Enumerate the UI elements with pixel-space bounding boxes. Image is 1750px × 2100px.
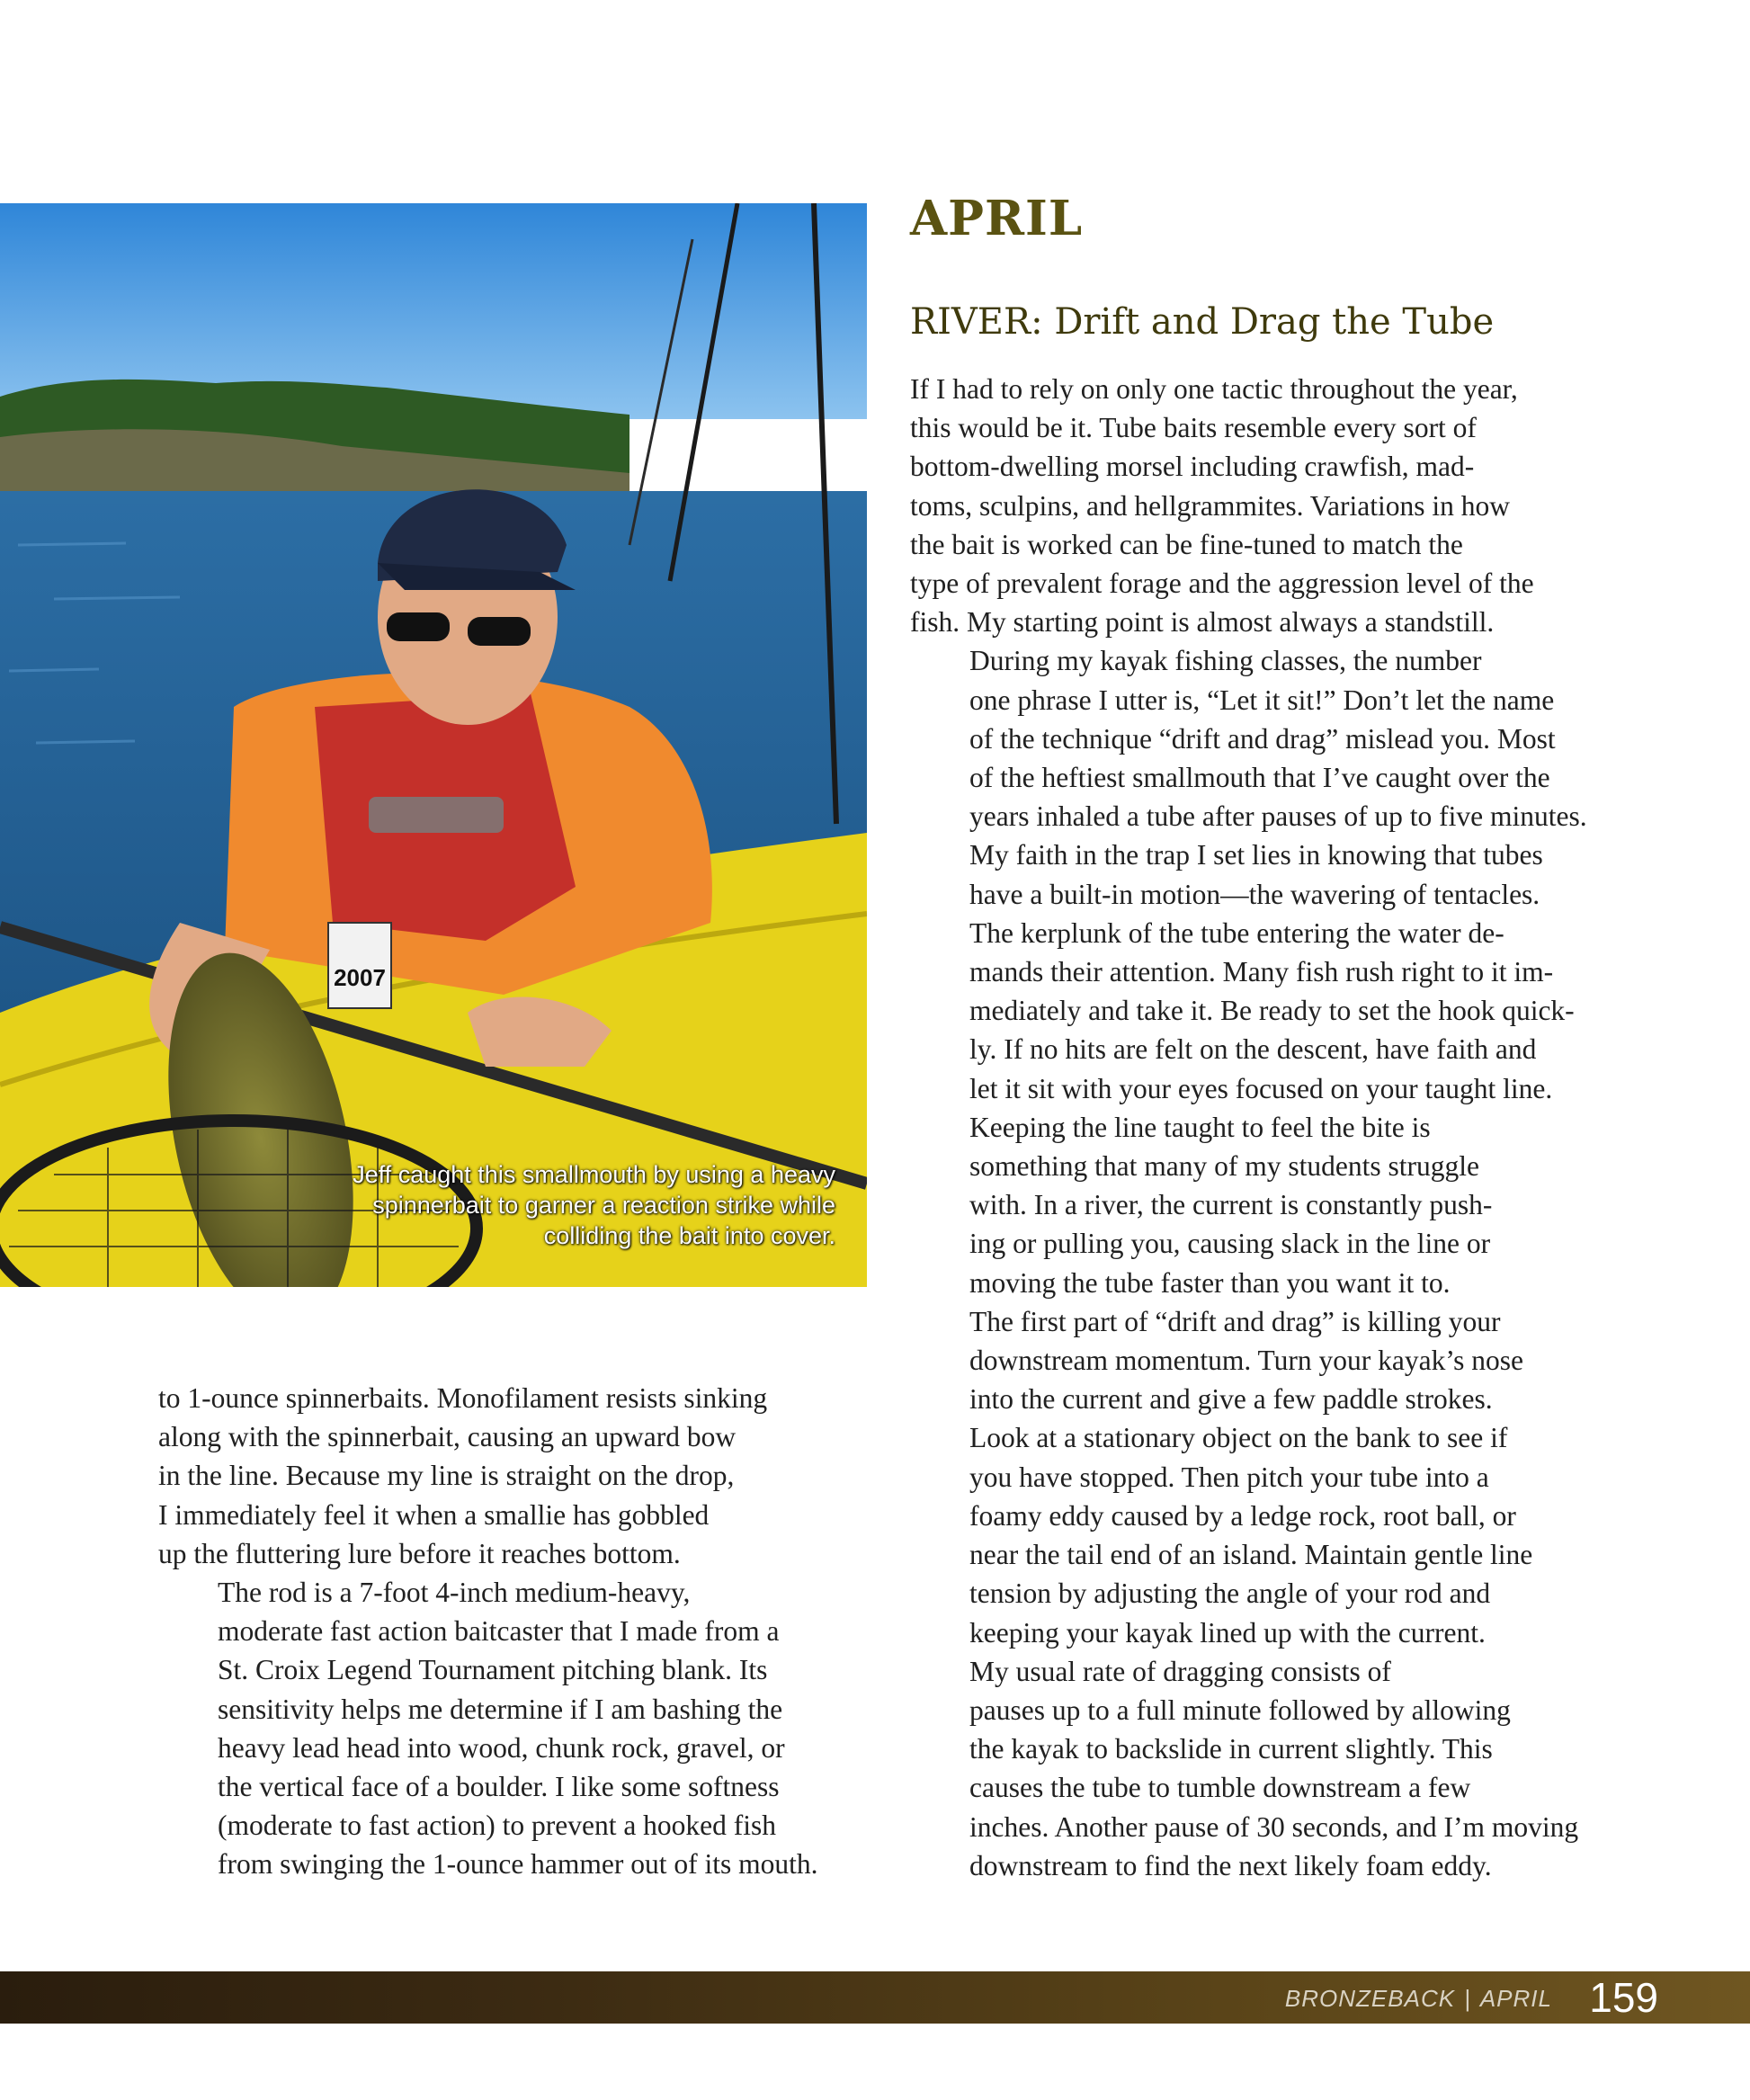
text-line: moderate fast action baitcaster that I made from a bbox=[218, 1615, 780, 1648]
text-line: My faith in the trap I set lies in knowing that tubes bbox=[969, 839, 1543, 871]
text-line: of the heftiest smallmouth that I’ve caught over the bbox=[969, 762, 1550, 794]
text-line: this would be it. Tube baits resemble every sort of bbox=[910, 412, 1477, 444]
text-line: The kerplunk of the tube entering the water de- bbox=[969, 916, 1504, 949]
caption-line: Jeff caught this smallmouth by using a heavy bbox=[353, 1161, 835, 1188]
text-line: mands their attention. Many fish rush right to it im- bbox=[969, 956, 1554, 988]
text-line: foamy eddy caused by a ledge rock, root ball, or bbox=[969, 1499, 1516, 1532]
book-title: BRONZEBACK bbox=[1284, 1985, 1456, 2012]
text-line: near the tail end of an island. Maintain gentle line bbox=[969, 1539, 1533, 1571]
text-line: something that many of my students struggle bbox=[969, 1150, 1479, 1183]
text-line: you have stopped. Then pitch your tube into a bbox=[969, 1461, 1489, 1493]
text-line: of the technique “drift and drag” mislead you. Most bbox=[969, 722, 1556, 755]
paragraph bbox=[910, 370, 1638, 641]
right-text-column bbox=[910, 370, 1638, 1885]
paragraph bbox=[910, 914, 1638, 1108]
text-line: My usual rate of dragging consists of bbox=[969, 1655, 1391, 1687]
left-text-column bbox=[158, 1379, 878, 1884]
photo-caption bbox=[188, 1159, 835, 1251]
text-line: Look at a stationary object on the bank to see if bbox=[969, 1422, 1508, 1454]
text-line: ly. If no hits are felt on the descent, have faith and bbox=[969, 1033, 1537, 1066]
text-line: with. In a river, the current is constantly push- bbox=[969, 1189, 1493, 1221]
text-line: Keeping the line taught to feel the bite is bbox=[969, 1111, 1431, 1143]
text-line: pauses up to a full minute followed by allowing bbox=[969, 1693, 1511, 1726]
text-line: in the line. Because my line is straight on the drop, bbox=[158, 1460, 735, 1492]
text-line: to 1-ounce spinnerbaits. Monofilament resists sinking bbox=[158, 1382, 768, 1414]
text-line: The first part of “drift and drag” is killing your bbox=[969, 1305, 1501, 1337]
text-line: If I had to rely on only one tactic throughout the year, bbox=[910, 373, 1518, 405]
page-number: 159 bbox=[1589, 1974, 1658, 2021]
text-line: causes the tube to tumble downstream a few bbox=[969, 1772, 1471, 1804]
text-line: ing or pulling you, causing slack in the line or bbox=[969, 1228, 1491, 1260]
paragraph bbox=[158, 1573, 878, 1884]
text-line: keeping your kayak lined up with the current. bbox=[969, 1616, 1486, 1649]
caption-line: colliding the bait into cover. bbox=[543, 1222, 835, 1249]
text-line: type of prevalent forage and the aggression level of the bbox=[910, 567, 1534, 600]
paragraph bbox=[910, 1108, 1638, 1302]
text-line: I immediately feel it when a smallie has gobbled bbox=[158, 1498, 710, 1531]
text-line: into the current and give a few paddle strokes. bbox=[969, 1383, 1493, 1416]
text-line: years inhaled a tube after pauses of up to five minutes. bbox=[969, 800, 1587, 833]
month-heading: APRIL bbox=[910, 191, 1084, 246]
text-line: sensitivity helps me determine if I am bashing the bbox=[218, 1693, 783, 1725]
paragraph bbox=[158, 1379, 878, 1573]
article-photo bbox=[0, 203, 867, 1287]
text-line: mediately and take it. Be ready to set the hook quick- bbox=[969, 995, 1575, 1027]
footer-separator: | bbox=[1464, 1985, 1471, 2012]
text-line: let it sit with your eyes focused on your taught line. bbox=[969, 1072, 1553, 1104]
chapter-title: APRIL bbox=[1479, 1985, 1552, 2012]
caption-line: spinnerbait to garner a reaction strike while bbox=[372, 1192, 835, 1219]
paragraph bbox=[910, 641, 1638, 913]
text-line: along with the spinnerbait, causing an upward bow bbox=[158, 1421, 737, 1453]
text-line: inches. Another pause of 30 seconds, and I’m moving bbox=[969, 1810, 1579, 1843]
paragraph bbox=[910, 1652, 1638, 1885]
text-line: fish. My starting point is almost always a standstill. bbox=[910, 606, 1495, 639]
text-line: downstream to find the next likely foam eddy. bbox=[969, 1849, 1492, 1881]
race-tag-number: 2007 bbox=[334, 964, 386, 991]
text-line: from swinging the 1-ounce hammer out of its mouth. bbox=[218, 1848, 818, 1881]
text-line: one phrase I utter is, “Let it sit!” Don’t let the name bbox=[969, 684, 1555, 716]
text-line: heavy lead head into wood, chunk rock, gravel, or bbox=[218, 1731, 785, 1764]
text-line: The rod is a 7-foot 4-inch medium-heavy, bbox=[218, 1577, 691, 1609]
text-line: St. Croix Legend Tournament pitching blank. Its bbox=[218, 1654, 768, 1686]
text-line: downstream momentum. Turn your kayak’s nose bbox=[969, 1345, 1523, 1377]
text-line: bottom-dwelling morsel including crawfish, mad- bbox=[910, 451, 1475, 483]
text-line: the bait is worked can be fine-tuned to match the bbox=[910, 528, 1463, 560]
text-line: toms, sculpins, and hellgrammites. Variations in how bbox=[910, 489, 1510, 522]
text-line: the kayak to backslide in current slightly. This bbox=[969, 1733, 1493, 1765]
text-line: up the fluttering lure before it reaches bottom. bbox=[158, 1537, 681, 1569]
text-line: moving the tube faster than you want it to. bbox=[969, 1266, 1451, 1299]
text-line: (moderate to fast action) to prevent a hooked fish bbox=[218, 1810, 777, 1842]
paragraph bbox=[910, 1302, 1638, 1652]
running-footer bbox=[1285, 1979, 1552, 2018]
text-line: During my kayak fishing classes, the number bbox=[969, 645, 1482, 677]
text-line: have a built-in motion—the wavering of tentacles. bbox=[969, 878, 1540, 910]
photo-illustration bbox=[0, 203, 867, 1287]
text-line: tension by adjusting the angle of your rod and bbox=[969, 1577, 1491, 1610]
section-heading: RIVER: Drift and Drag the Tube bbox=[910, 301, 1495, 343]
text-line: the vertical face of a boulder. I like some softness bbox=[218, 1771, 780, 1803]
